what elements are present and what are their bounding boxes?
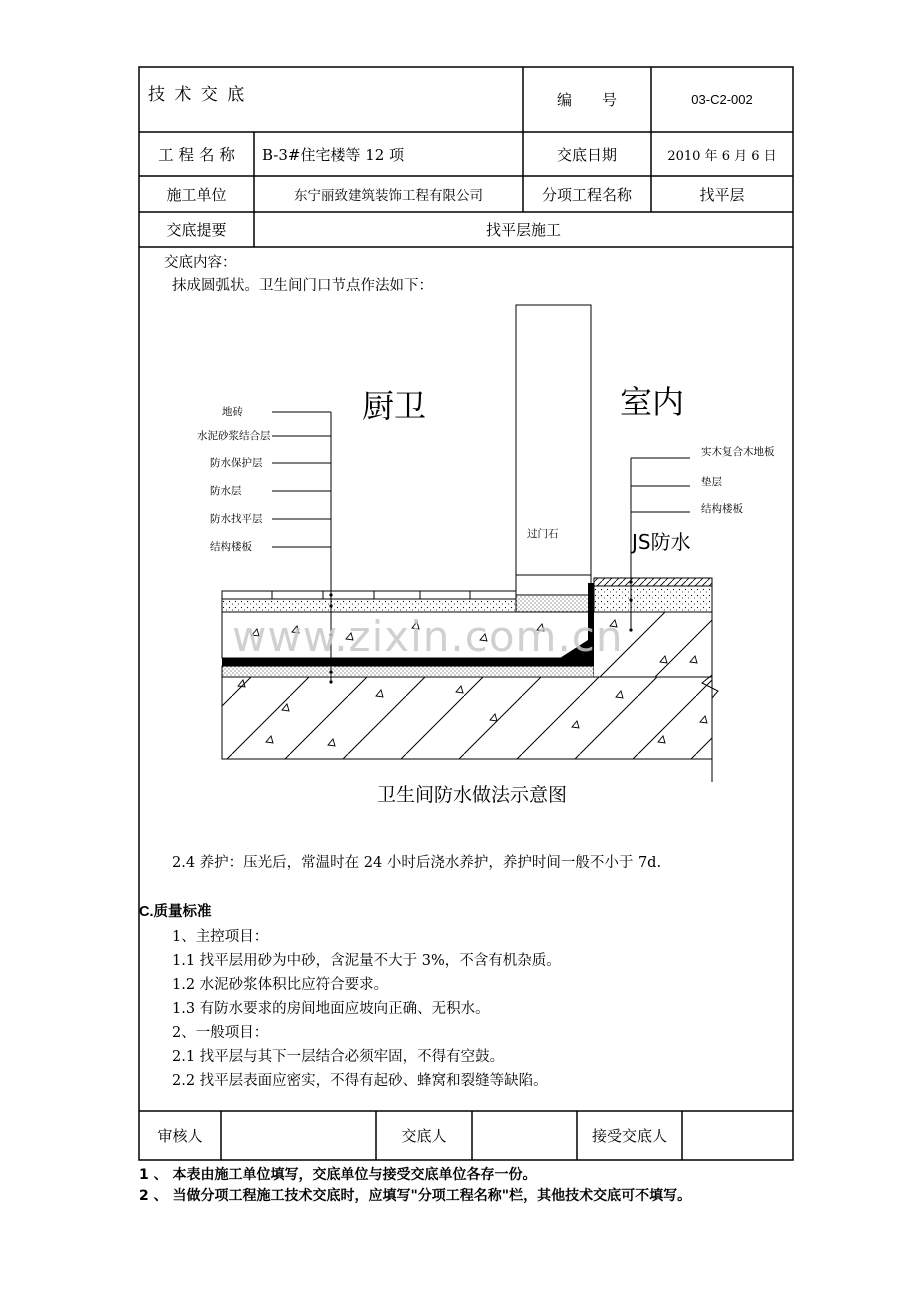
quality-title: C.质量标准 xyxy=(139,904,212,920)
layer-label-wood-floor: 实木复合木地板 xyxy=(701,446,775,458)
diagram-caption: 卫生间防水做法示意图 xyxy=(377,784,568,806)
care-text: 2.4 养护：压光后，常温时在 24 小时后浇水养护，养护时间一般不小于 7d. xyxy=(172,855,662,871)
receiver-field[interactable] xyxy=(682,1111,793,1160)
item-2-1: 2.1 找平层与其下一层结合必须牢固，不得有空鼓。 xyxy=(172,1049,505,1065)
item-1-3: 1.3 有防水要求的房间地面应坡向正确、无积水。 xyxy=(172,1001,490,1017)
layer-label-waterproof: 防水层 xyxy=(210,485,242,497)
unit-value: 东宁丽致建筑装饰工程有限公司 xyxy=(294,188,483,204)
item-1-2: 1.2 水泥砂浆体积比应符合要求。 xyxy=(172,977,389,993)
layer-label-slab: 结构楼板 xyxy=(210,541,252,553)
js-waterproof-label: JS防水 xyxy=(632,530,691,554)
layer-label-leveling: 防水找平层 xyxy=(210,513,263,525)
item-2-2: 2.2 找平层表面应密实，不得有起砂、蜂窝和裂缝等缺陷。 xyxy=(172,1073,548,1089)
reviewer-label: 审核人 xyxy=(157,1127,203,1145)
content-intro: 抹成圆弧状。卫生间门口节点作法如下： xyxy=(172,278,433,294)
footnote-2: 2 、 当做分项工程施工技术交底时，应填写"分项工程名称"栏，其他技术交底可不填写。 xyxy=(139,1188,692,1204)
layer-label-mortar: 水泥砂浆结合层 xyxy=(197,430,271,442)
number-value: 03-C2-002 xyxy=(691,92,753,107)
layer-label-slab-right: 结构楼板 xyxy=(701,503,743,515)
room-indoor-label: 室内 xyxy=(620,383,685,421)
project-value: B-3#住宅楼等 12 项 xyxy=(262,145,405,164)
threshold-label: 过门石 xyxy=(527,528,559,540)
subitem-label: 分项工程名称 xyxy=(541,185,632,204)
form-title: 技 术 交 底 xyxy=(148,85,247,105)
reviewer-field[interactable] xyxy=(221,1111,376,1160)
watermark: www.zixin.com.cn xyxy=(232,612,624,661)
layer-label-cushion: 垫层 xyxy=(701,476,722,488)
room-bath-label: 厨卫 xyxy=(362,387,427,425)
summary-label: 交底提要 xyxy=(166,221,227,239)
date-label: 交底日期 xyxy=(556,145,617,164)
footnote-1: 1 、 本表由施工单位填写，交底单位与接受交底单位各存一份。 xyxy=(139,1167,537,1183)
summary-value: 找平层施工 xyxy=(485,221,561,239)
main-items-heading: 1、主控项目： xyxy=(172,929,269,945)
item-1-1: 1.1 找平层用砂为中砂，含泥量不大于 3%，不含有机杂质。 xyxy=(172,953,561,969)
number-label: 编 号 xyxy=(556,91,617,109)
project-label: 工 程 名 称 xyxy=(158,146,235,164)
discloser-field[interactable] xyxy=(472,1111,577,1160)
general-items-heading: 2、一般项目： xyxy=(172,1025,269,1041)
receiver-label: 接受交底人 xyxy=(591,1127,667,1145)
layer-label-protection: 防水保护层 xyxy=(210,457,263,469)
subitem-value: 找平层 xyxy=(699,185,745,204)
threshold-stone xyxy=(516,575,591,595)
date-value: 2010 年 6 月 6 日 xyxy=(667,148,777,164)
layer-label-tile: 地砖 xyxy=(222,406,243,418)
discloser-label: 交底人 xyxy=(401,1127,447,1145)
content-heading: 交底内容： xyxy=(164,255,237,271)
unit-label: 施工单位 xyxy=(166,185,227,204)
